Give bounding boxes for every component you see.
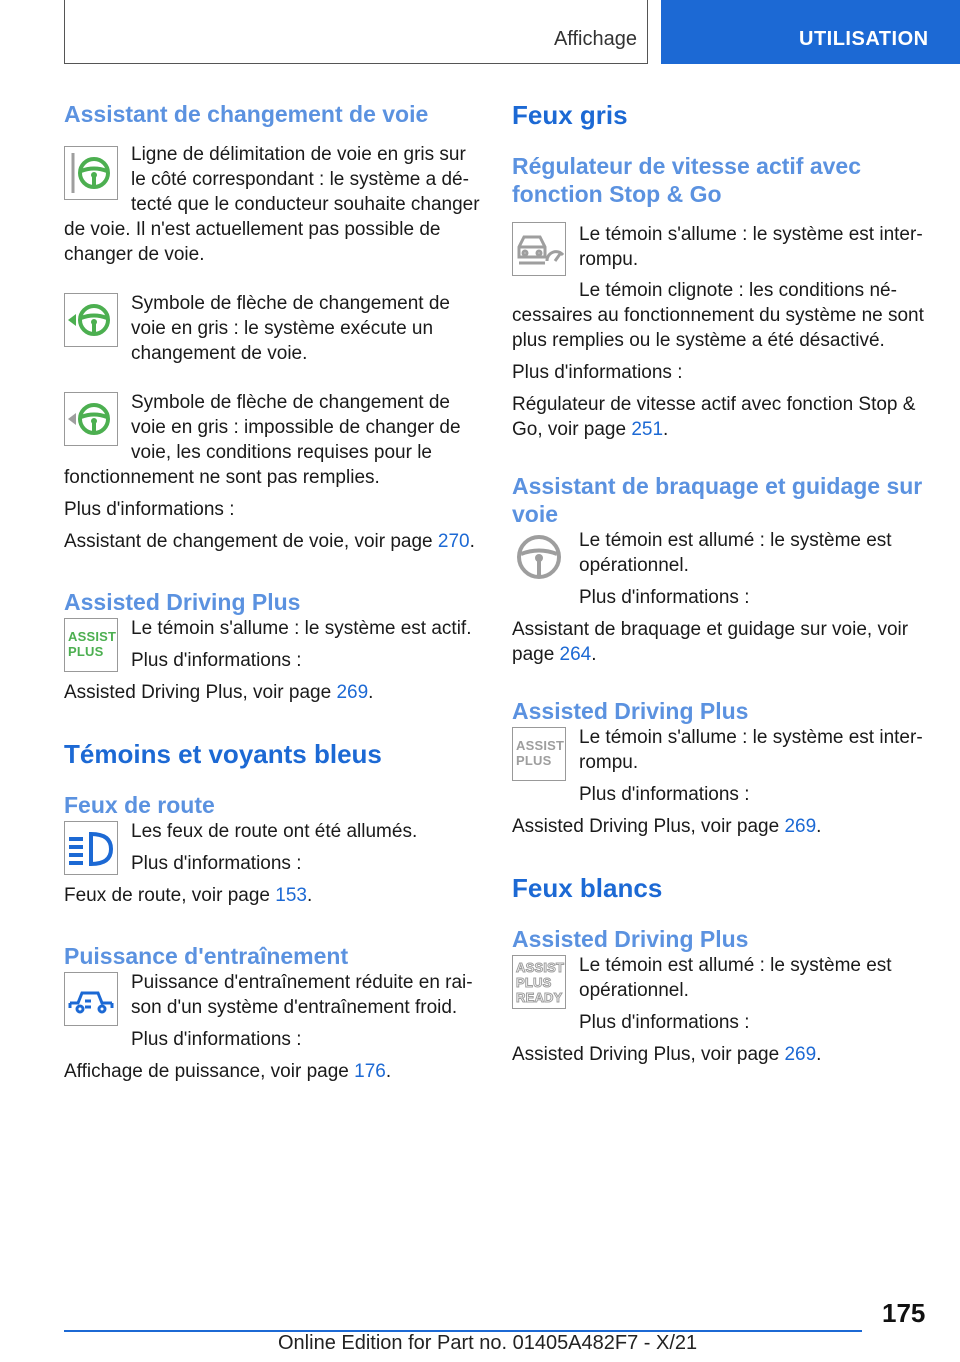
drivetrain-power-icon [64, 972, 118, 1026]
assisted-plus-ref: Assisted Driving Plus, voir page 269. [64, 682, 374, 703]
acc-desc-2: Le témoin clignote : les conditions nécessaires au fonctionnement du système ne sont plus remplies ou le système a été désactivé. [512, 280, 924, 351]
high-beam-ref: Feux de route, voir page 153. [64, 885, 313, 906]
assisted-plus-gray-ref: Assisted Driving Plus, voir page 269. [512, 816, 822, 837]
power-more: Plus d'informations : [131, 1029, 302, 1050]
page-link-251[interactable]: 251 [631, 419, 664, 440]
assist-plus-green-icon: ASSIST PLUS [64, 618, 118, 672]
high-beam-heading: Feux de route [64, 792, 215, 818]
page-link-269c[interactable]: 269 [784, 1044, 817, 1065]
assisted-plus-white-desc: Le témoin est allumé : le système est opérationnel. [579, 955, 892, 1001]
acc-more: Plus d'informations : [512, 362, 683, 383]
acc-ref: Régulateur de vitesse actif avec fonction Stop & Go, voir page 251. [512, 394, 916, 440]
page-link-269b[interactable]: 269 [784, 816, 817, 837]
assisted-plus-gray-heading: Assisted Driving Plus [512, 698, 749, 724]
power-desc: Puissance d'entraînement réduite en raison d'un système d'entraînement froid. [131, 972, 473, 1018]
blue-lights-heading: Témoins et voyants bleus [64, 739, 382, 769]
high-beam-icon [64, 821, 118, 875]
page-link-269[interactable]: 269 [336, 682, 369, 703]
lane-change-heading: Assistant de changement de voie [64, 101, 429, 127]
cruise-control-icon [512, 222, 566, 276]
left-column [64, 100, 482, 1084]
power-ref: Affichage de puissance, voir page 176. [64, 1061, 392, 1082]
assisted-plus-white-heading: Assisted Driving Plus [512, 926, 749, 952]
assist-plus-ready-icon: ASSIST PLUS READY [512, 955, 566, 1009]
assisted-plus-gray-more: Plus d'informations : [579, 784, 750, 805]
steering-heading: Assistant de braquage et guidage sur voie [512, 473, 923, 527]
power-heading: Puissance d'entraînement [64, 943, 349, 969]
page-link-176[interactable]: 176 [354, 1061, 386, 1082]
high-beam-more: Plus d'informations : [131, 853, 302, 874]
assisted-plus-desc: Le témoin s'allume : le système est actif. [131, 618, 472, 639]
gray-lights-heading: Feux gris [512, 100, 628, 130]
lane-change-more: Plus d'informations : [64, 499, 235, 520]
assisted-plus-heading: Assisted Driving Plus [64, 589, 301, 615]
assisted-plus-white-ref: Assisted Driving Plus, voir page 269. [512, 1044, 822, 1065]
assisted-plus-gray-desc: Le témoin s'allume : le système est interrompu. [579, 727, 923, 773]
steering-more: Plus d'informations : [579, 587, 750, 608]
assisted-plus-white-more: Plus d'informations : [579, 1012, 750, 1033]
page-number: 175 [882, 1298, 926, 1328]
lane-change-text-3: Symbole de flèche de changement de voie en gris : impossible de changer de voie, les conditions requises pour le fonctionnement ne sont pas remplies. [64, 392, 461, 488]
page-link-153[interactable]: 153 [275, 885, 307, 906]
chapter-label: UTILISATION [799, 28, 929, 50]
lane-change-arrow-gray-icon [64, 392, 118, 446]
steering-wheel-green-icon [64, 146, 118, 200]
steering-ref: Assistant de braquage et guidage sur voie, voir page 264. [512, 619, 909, 665]
lane-change-ref: Assistant de changement de voie, voir page 270. [64, 531, 475, 552]
right-column [512, 100, 930, 1067]
acc-desc-1: Le témoin s'allume : le système est interrompu. [579, 224, 923, 270]
assist-plus-gray-icon: ASSIST PLUS [512, 727, 566, 781]
steering-wheel-gray-icon [512, 530, 566, 584]
lane-change-text-2: Symbole de flèche de changement de voie en gris : le système exécute un changement de voie. [131, 293, 450, 364]
lane-change-arrow-icon [64, 293, 118, 347]
steering-desc: Le témoin est allumé : le système est opérationnel. [579, 530, 892, 576]
acc-heading: Régulateur de vitesse actif avec fonction Stop & Go [512, 153, 861, 207]
page-link-270[interactable]: 270 [437, 531, 470, 552]
assisted-plus-more: Plus d'informations : [131, 650, 302, 671]
high-beam-desc: Les feux de route ont été allumés. [131, 821, 418, 842]
page-link-264[interactable]: 264 [559, 644, 592, 665]
lane-change-text-1: Ligne de délimitation de voie en gris sur le côté correspondant : le système a détecté que le conducteur souhaite changer de voie. Il n'est actuellement pas possible de changer de voie. [64, 144, 480, 265]
white-lights-heading: Feux blancs [512, 873, 663, 903]
header-section-title: Affichage [553, 28, 637, 50]
header-chapter-tab [661, 0, 960, 64]
footer-edition: Online Edition for Part no. 01405A482F7 - X/21 [278, 1332, 698, 1354]
